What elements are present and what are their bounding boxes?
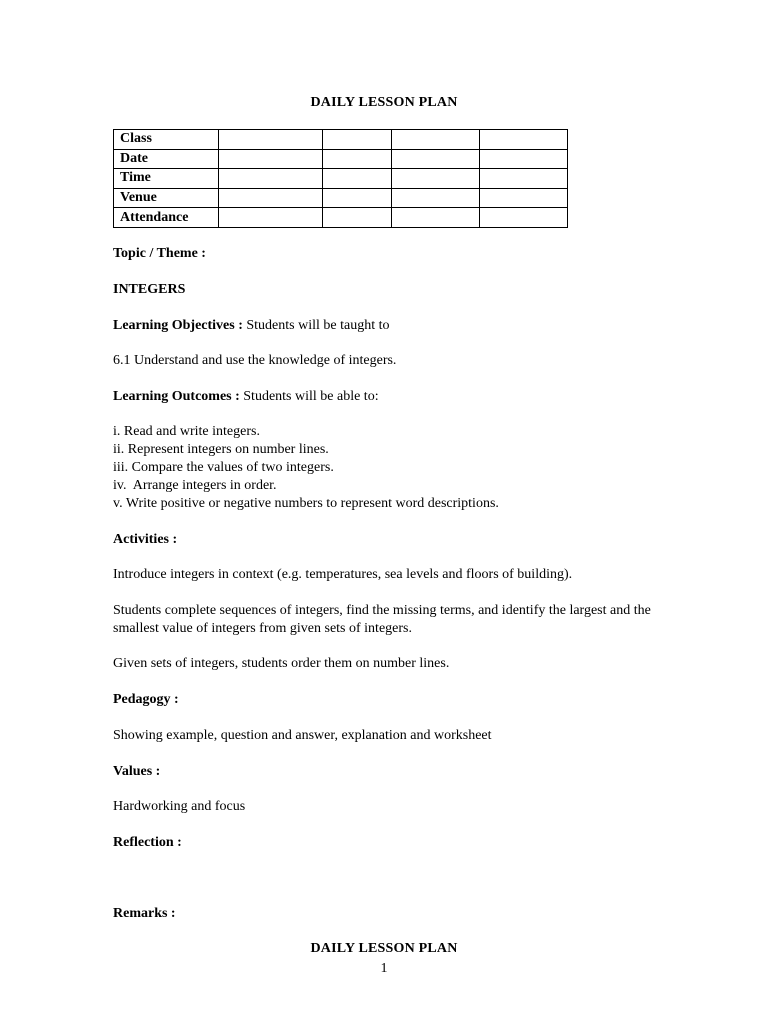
table-cell[interactable] [219,130,323,150]
table-row [114,169,568,189]
remarks-label: Remarks : [113,906,176,921]
outcome-item-2: ii. Represent integers on number lines. [113,442,329,457]
table-cell[interactable] [480,169,568,189]
outcomes-label: Learning Outcomes : [113,389,240,404]
table-row [114,208,568,228]
table-row [114,130,568,150]
learning-objectives-line [113,317,389,335]
activities-label: Activities : [113,532,178,547]
table-cell[interactable] [480,188,568,208]
row-label-attendance: Attendance [114,208,219,228]
learning-outcomes-line [113,388,379,406]
objectives-label: Learning Objectives : [113,318,243,333]
table-cell[interactable] [219,208,323,228]
activity-item-2: Students complete sequences of integers, find the missing terms, and identify the largest and the smallest value of integers from given sets of integers. [113,603,651,636]
table-cell[interactable] [392,169,480,189]
row-label-class: Class [114,130,219,150]
table-cell[interactable] [323,130,392,150]
info-table [113,129,568,228]
outcome-item-3: iii. Compare the values of two integers. [113,460,334,475]
table-row [114,188,568,208]
table-cell[interactable] [219,188,323,208]
values-label: Values : [113,764,161,779]
document-title: DAILY LESSON PLAN [310,95,458,110]
table-cell[interactable] [392,188,480,208]
table-cell[interactable] [219,169,323,189]
table-cell[interactable] [392,149,480,169]
table-cell[interactable] [480,149,568,169]
table-cell[interactable] [480,208,568,228]
outcome-item-4: iv. Arrange integers in order. [113,478,277,493]
table-cell[interactable] [323,149,392,169]
table-cell[interactable] [392,208,480,228]
topic-label: Topic / Theme : [113,246,206,261]
row-label-date: Date [114,149,219,169]
table-cell[interactable] [323,188,392,208]
activity-item-1: Introduce integers in context (e.g. temperatures, sea levels and floors of building). [113,567,573,582]
pedagogy-value: Showing example, question and answer, explanation and worksheet [113,728,492,743]
table-cell[interactable] [480,130,568,150]
row-label-time: Time [114,169,219,189]
outcome-item-1: i. Read and write integers. [113,424,260,439]
footer-title: DAILY LESSON PLAN [310,941,458,956]
activity-item-3: Given sets of integers, students order them on number lines. [113,656,450,671]
table-cell[interactable] [323,208,392,228]
table-cell[interactable] [219,149,323,169]
objectives-intro: Students will be taught to [246,318,390,333]
table-row [114,149,568,169]
pedagogy-label: Pedagogy : [113,692,179,707]
outcome-item-5: v. Write positive or negative numbers to represent word descriptions. [113,496,499,511]
page-number: 1 [380,961,388,976]
row-label-venue: Venue [114,188,219,208]
reflection-label: Reflection : [113,835,182,850]
table-cell[interactable] [323,169,392,189]
table-cell[interactable] [392,130,480,150]
objective-item: 6.1 Understand and use the knowledge of integers. [113,353,397,368]
outcomes-intro: Students will be able to: [243,389,379,404]
values-value: Hardworking and focus [113,799,246,814]
topic-value: INTEGERS [113,282,186,297]
